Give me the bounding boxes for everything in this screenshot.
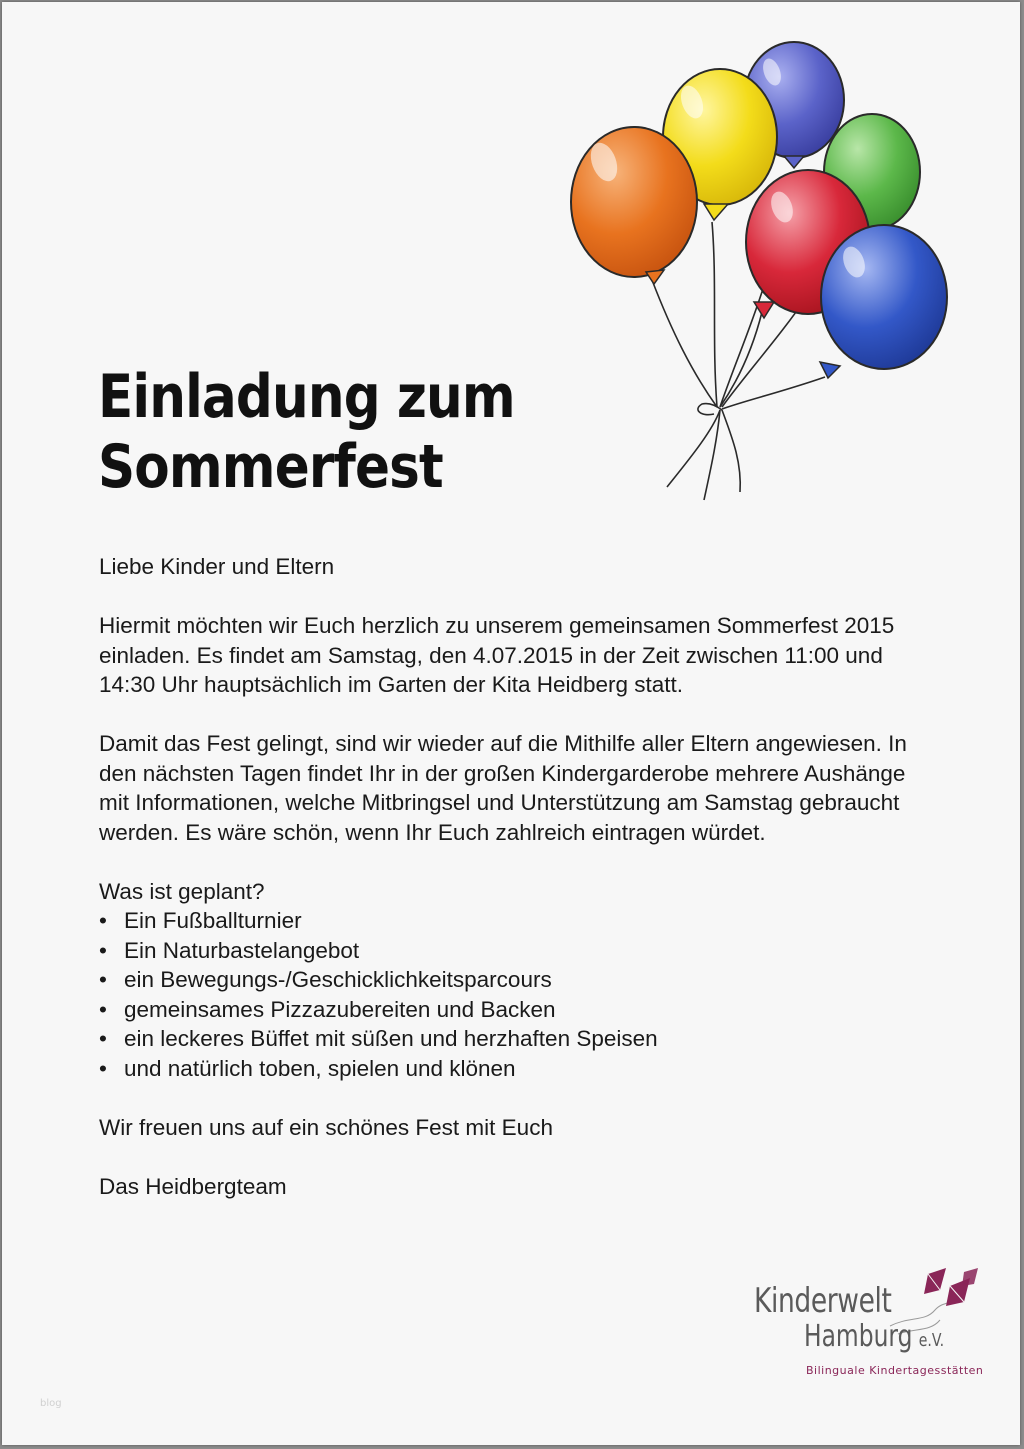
logo-line-1: Kinderwelt [754,1281,892,1321]
balloon-orange [571,127,697,284]
plan-heading: Was ist geplant? [99,878,265,904]
kinderwelt-logo [750,1264,990,1384]
letter-body [99,552,929,1231]
list-item [99,965,929,995]
list-item [99,936,929,966]
watermark: blog [40,1398,62,1409]
list-item-text: gemeinsames Pizzazubereiten und Backen [124,996,556,1022]
closing-line: Wir freuen uns auf ein schönes Fest mit Euch [99,1114,553,1140]
greeting: Liebe Kinder und Eltern [99,554,335,579]
logo-tagline: Bilinguale Kindertagesstätten [806,1364,984,1377]
list-item-text: und natürlich toben, spielen und klönen [124,1055,516,1081]
logo-line-2 [804,1319,944,1354]
page-title [98,362,515,502]
signature: Das Heidbergteam [99,1173,287,1199]
plan-list [99,906,929,1083]
balloons-illustration [542,22,982,522]
list-item-text: ein leckeres Büffet mit süßen und herzhaften Speisen [124,1026,658,1051]
bullet-icon: • [99,937,107,963]
list-item [99,995,929,1025]
title-line-2: Sommerfest [98,432,443,502]
list-item [99,1054,929,1084]
bullet-icon: • [99,967,107,992]
list-item-text: ein Bewegungs-/Geschicklichkeitsparcours [124,967,552,992]
logo-hamburg: Hamburg [804,1319,913,1354]
list-item [99,906,929,936]
bullet-icon: • [99,1026,107,1051]
bullet-icon: • [99,996,107,1022]
logo-suffix: e.V. [918,1330,945,1351]
bullet-icon: • [99,1055,107,1081]
list-item [99,1024,929,1054]
paragraph-invitation: Hiermit möchten wir Euch herzlich zu unserem gemeinsamen Sommerfest 2015 einladen. Es findet am Samstag, den 4.07.2015 in der Zeit zwischen 11:00 und 14:30 Uhr hauptsächlich im Garten der Kita Heidberg statt. [99,613,895,697]
document-page [2,2,1020,1445]
balloon-blue [820,225,947,378]
bullet-icon: • [99,908,107,933]
list-item-text: Ein Naturbastelangebot [124,937,360,963]
list-item-text: Ein Fußballturnier [124,908,302,933]
title-line-1: Einladung zum [98,362,515,432]
paragraph-help: Damit das Fest gelingt, sind wir wieder auf die Mithilfe aller Eltern angewiesen. In den nächsten Tagen findet Ihr in der großen Kindergarderobe mehrere Aushänge mit Informationen, welche Mitbringsel und Unterstützung am Samstag gebraucht werden. Es wäre schön, wenn Ihr Euch zahlreich eintragen würdet. [99,731,907,845]
